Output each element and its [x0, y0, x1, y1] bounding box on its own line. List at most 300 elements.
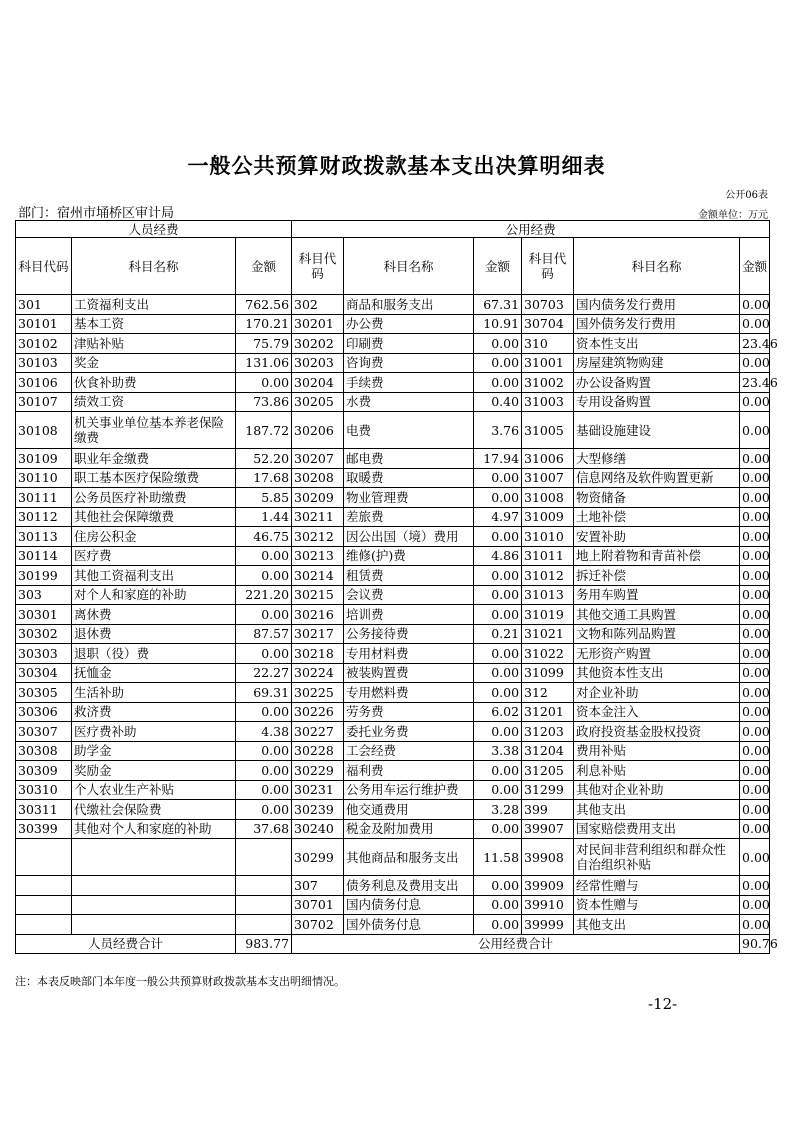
name-cell: 水费: [344, 392, 474, 412]
code-cell: 30311: [16, 800, 72, 820]
name-cell: 国外债务发行费用: [574, 314, 740, 334]
name-cell: 邮电费: [344, 449, 474, 469]
name-cell: 办公费: [344, 314, 474, 334]
code-cell: 30228: [292, 741, 344, 761]
code-cell: 31203: [522, 722, 574, 742]
name-cell: 津贴补贴: [72, 334, 236, 354]
name-cell: 物资储备: [574, 488, 740, 508]
amount-cell: 22.27: [236, 663, 292, 683]
name-cell: 伙食补助费: [72, 373, 236, 393]
amount-cell: 0.00: [740, 488, 770, 508]
code-cell: 30102: [16, 334, 72, 354]
name-cell: 培训费: [344, 605, 474, 625]
table-row: [16, 546, 770, 566]
amount-cell: 187.72: [236, 412, 292, 449]
code-cell: 31006: [522, 449, 574, 469]
name-cell: 代缴社会保险费: [72, 800, 236, 820]
code-header: 科目代码: [292, 238, 344, 295]
code-cell: 30107: [16, 392, 72, 412]
amount-cell: 762.56: [236, 295, 292, 315]
code-cell: 30110: [16, 468, 72, 488]
amount-cell: [236, 895, 292, 915]
name-cell: 资本性赠与: [574, 895, 740, 915]
name-cell: 印刷费: [344, 334, 474, 354]
name-cell: 其他支出: [574, 915, 740, 935]
name-cell: 专用材料费: [344, 644, 474, 664]
name-cell: 物业管理费: [344, 488, 474, 508]
amount-cell: 0.00: [474, 780, 522, 800]
name-cell: 其他工资福利支出: [72, 566, 236, 586]
code-cell: 30216: [292, 605, 344, 625]
amount-cell: 0.00: [474, 468, 522, 488]
code-cell: [16, 895, 72, 915]
table-row: [16, 392, 770, 412]
amount-cell: 131.06: [236, 353, 292, 373]
code-cell: 30204: [292, 373, 344, 393]
table-row: [16, 507, 770, 527]
name-cell: 其他对个人和家庭的补助: [72, 819, 236, 839]
amount-cell: 0.00: [740, 295, 770, 315]
amount-cell: 0.00: [740, 605, 770, 625]
amount-cell: 0.00: [740, 915, 770, 935]
public-header: 公用经费: [292, 221, 770, 238]
name-cell: [72, 895, 236, 915]
amount-cell: 0.00: [740, 468, 770, 488]
amount-cell: 4.86: [474, 546, 522, 566]
code-cell: 31299: [522, 780, 574, 800]
amount-cell: 0.00: [474, 334, 522, 354]
amount-cell: 0.00: [474, 566, 522, 586]
name-cell: 取暖费: [344, 468, 474, 488]
code-cell: 39999: [522, 915, 574, 935]
code-cell: 30303: [16, 644, 72, 664]
amount-cell: 0.00: [740, 392, 770, 412]
amount-cell: 0.00: [236, 741, 292, 761]
footnote: 注：本表反映部门本年度一般公共预算财政拨款基本支出明细情况。: [15, 975, 345, 988]
amount-cell: 0.00: [740, 800, 770, 820]
code-cell: 30226: [292, 702, 344, 722]
code-cell: 31008: [522, 488, 574, 508]
personnel-total-value: 983.77: [236, 934, 292, 953]
table-row: [16, 663, 770, 683]
code-cell: 31007: [522, 468, 574, 488]
amount-header: 金额: [740, 238, 770, 295]
name-cell: 国内债务发行费用: [574, 295, 740, 315]
name-cell: 维修(护)费: [344, 546, 474, 566]
code-cell: 30701: [292, 895, 344, 915]
code-cell: 30308: [16, 741, 72, 761]
amount-cell: 0.00: [474, 683, 522, 703]
amount-cell: 0.00: [474, 819, 522, 839]
name-cell: 专用设备购置: [574, 392, 740, 412]
name-cell: 助学金: [72, 741, 236, 761]
code-cell: 30224: [292, 663, 344, 683]
name-cell: 其他交通工具购置: [574, 605, 740, 625]
table-row: [16, 468, 770, 488]
name-cell: 医疗费补助: [72, 722, 236, 742]
name-cell: 咨询费: [344, 353, 474, 373]
code-cell: 30215: [292, 585, 344, 605]
name-cell: 税金及附加费用: [344, 819, 474, 839]
amount-cell: 0.00: [474, 895, 522, 915]
amount-cell: 0.00: [236, 373, 292, 393]
amount-cell: 3.38: [474, 741, 522, 761]
code-cell: 30305: [16, 683, 72, 703]
amount-cell: 10.91: [474, 314, 522, 334]
name-cell: 商品和服务支出: [344, 295, 474, 315]
code-cell: 31201: [522, 702, 574, 722]
code-cell: 30106: [16, 373, 72, 393]
table-row: [16, 683, 770, 703]
amount-cell: 37.68: [236, 819, 292, 839]
amount-cell: 0.00: [740, 449, 770, 469]
code-cell: 30307: [16, 722, 72, 742]
code-cell: 31205: [522, 761, 574, 781]
table-row: [16, 644, 770, 664]
table-row: [16, 566, 770, 586]
code-cell: 310: [522, 334, 574, 354]
amount-cell: 0.40: [474, 392, 522, 412]
name-cell: 债务利息及费用支出: [344, 876, 474, 896]
code-cell: 31009: [522, 507, 574, 527]
code-cell: 30211: [292, 507, 344, 527]
code-cell: 39908: [522, 839, 574, 876]
amount-cell: 0.00: [236, 800, 292, 820]
name-cell: [72, 876, 236, 896]
amount-cell: 0.00: [740, 741, 770, 761]
code-cell: 30111: [16, 488, 72, 508]
name-cell: 费用补贴: [574, 741, 740, 761]
amount-cell: 0.00: [740, 546, 770, 566]
code-cell: 30703: [522, 295, 574, 315]
code-cell: 31001: [522, 353, 574, 373]
code-cell: 30113: [16, 527, 72, 547]
name-cell: 对企业补助: [574, 683, 740, 703]
name-cell: 拆迁补偿: [574, 566, 740, 586]
code-cell: 31003: [522, 392, 574, 412]
code-cell: 30212: [292, 527, 344, 547]
name-header: 科目名称: [574, 238, 740, 295]
amount-cell: 73.86: [236, 392, 292, 412]
name-cell: 大型修缮: [574, 449, 740, 469]
name-cell: 其他资本性支出: [574, 663, 740, 683]
code-cell: 307: [292, 876, 344, 896]
table-row: [16, 722, 770, 742]
code-cell: 301: [16, 295, 72, 315]
amount-cell: 87.57: [236, 624, 292, 644]
amount-cell: 0.00: [740, 353, 770, 373]
name-cell: 其他支出: [574, 800, 740, 820]
amount-cell: 0.00: [740, 761, 770, 781]
name-cell: 信息网络及软件购置更新: [574, 468, 740, 488]
code-cell: 30199: [16, 566, 72, 586]
code-cell: 30702: [292, 915, 344, 935]
amount-cell: 52.20: [236, 449, 292, 469]
code-cell: 30209: [292, 488, 344, 508]
amount-cell: 0.00: [740, 683, 770, 703]
code-cell: 30205: [292, 392, 344, 412]
department-label: 部门：宿州市埇桥区审计局: [18, 206, 175, 221]
code-cell: 31204: [522, 741, 574, 761]
name-cell: 因公出国（境）费用: [344, 527, 474, 547]
amount-cell: 0.00: [474, 527, 522, 547]
name-cell: 地上附着物和青苗补偿: [574, 546, 740, 566]
code-cell: 30240: [292, 819, 344, 839]
code-cell: 31021: [522, 624, 574, 644]
name-cell: 会议费: [344, 585, 474, 605]
name-cell: [72, 839, 236, 876]
amount-cell: 0.00: [740, 314, 770, 334]
code-cell: 30112: [16, 507, 72, 527]
amount-cell: 0.00: [474, 373, 522, 393]
amount-cell: 0.00: [740, 895, 770, 915]
code-cell: 302: [292, 295, 344, 315]
header-row-columns: [16, 238, 770, 295]
table-row: [16, 334, 770, 354]
amount-cell: [236, 915, 292, 935]
amount-cell: 17.94: [474, 449, 522, 469]
name-header: 科目名称: [72, 238, 236, 295]
name-cell: 国外债务付息: [344, 915, 474, 935]
amount-cell: 46.75: [236, 527, 292, 547]
name-cell: 住房公积金: [72, 527, 236, 547]
amount-cell: 0.00: [740, 527, 770, 547]
name-cell: 差旅费: [344, 507, 474, 527]
code-cell: 30217: [292, 624, 344, 644]
amount-cell: 0.00: [740, 839, 770, 876]
amount-cell: 0.00: [236, 644, 292, 664]
table-row: [16, 353, 770, 373]
amount-cell: 0.00: [740, 819, 770, 839]
amount-cell: 0.00: [236, 780, 292, 800]
amount-cell: 23.46: [740, 373, 770, 393]
name-cell: 利息补贴: [574, 761, 740, 781]
amount-cell: [236, 876, 292, 896]
code-cell: 39910: [522, 895, 574, 915]
table-row: [16, 839, 770, 876]
name-cell: 政府投资基金股权投资: [574, 722, 740, 742]
amount-cell: 4.38: [236, 722, 292, 742]
code-cell: 30299: [292, 839, 344, 876]
name-cell: 公务用车运行维护费: [344, 780, 474, 800]
amount-cell: 1.44: [236, 507, 292, 527]
amount-cell: 0.00: [740, 663, 770, 683]
code-cell: 30225: [292, 683, 344, 703]
amount-cell: 0.00: [474, 876, 522, 896]
code-cell: [16, 839, 72, 876]
amount-cell: 0.00: [474, 761, 522, 781]
code-cell: 30201: [292, 314, 344, 334]
amount-cell: 0.00: [236, 546, 292, 566]
code-cell: 31010: [522, 527, 574, 547]
page-number: -12-: [648, 995, 678, 1013]
amount-cell: 0.00: [740, 876, 770, 896]
public-total-value: 90.76: [740, 934, 770, 953]
code-cell: 39907: [522, 819, 574, 839]
amount-cell: 67.31: [474, 295, 522, 315]
name-cell: 房屋建筑物购建: [574, 353, 740, 373]
name-cell: 他交通费用: [344, 800, 474, 820]
code-cell: 30304: [16, 663, 72, 683]
table-row: [16, 605, 770, 625]
name-cell: 职工基本医疗保险缴费: [72, 468, 236, 488]
name-cell: 生活补助: [72, 683, 236, 703]
code-cell: 30108: [16, 412, 72, 449]
name-cell: 绩效工资: [72, 392, 236, 412]
amount-cell: 0.00: [474, 663, 522, 683]
code-cell: 30101: [16, 314, 72, 334]
name-cell: 文物和陈列品购置: [574, 624, 740, 644]
amount-cell: 3.28: [474, 800, 522, 820]
amount-cell: 0.00: [740, 722, 770, 742]
code-cell: 30310: [16, 780, 72, 800]
public-total-label: 公用经费合计: [292, 934, 740, 953]
amount-cell: 0.00: [236, 702, 292, 722]
personnel-total-label: 人员经费合计: [16, 934, 236, 953]
amount-header: 金额: [474, 238, 522, 295]
amount-cell: 0.00: [474, 644, 522, 664]
name-cell: 离休费: [72, 605, 236, 625]
table-row: [16, 488, 770, 508]
amount-cell: 0.21: [474, 624, 522, 644]
name-cell: 国家赔偿费用支出: [574, 819, 740, 839]
amount-header: 金额: [236, 238, 292, 295]
table-body: [16, 221, 778, 954]
name-cell: 其他对企业补助: [574, 780, 740, 800]
name-cell: 公务员医疗补助缴费: [72, 488, 236, 508]
code-cell: 30109: [16, 449, 72, 469]
code-cell: 30229: [292, 761, 344, 781]
name-cell: 资本性支出: [574, 334, 740, 354]
amount-cell: 0.00: [236, 761, 292, 781]
code-cell: 30704: [522, 314, 574, 334]
amount-cell: 221.20: [236, 585, 292, 605]
name-cell: 抚恤金: [72, 663, 236, 683]
name-cell: 其他社会保障缴费: [72, 507, 236, 527]
code-header: 科目代码: [16, 238, 72, 295]
table-row: [16, 780, 770, 800]
table-row: [16, 702, 770, 722]
name-cell: 对个人和家庭的补助: [72, 585, 236, 605]
header-row-groups: [16, 221, 770, 238]
code-cell: 31013: [522, 585, 574, 605]
name-cell: 对民间非营利组织和群众性自治组织补贴: [574, 839, 740, 876]
code-cell: 30213: [292, 546, 344, 566]
amount-cell: 0.00: [740, 412, 770, 449]
amount-cell: 0.00: [740, 780, 770, 800]
name-cell: 专用燃料费: [344, 683, 474, 703]
name-header: 科目名称: [344, 238, 474, 295]
name-cell: 无形资产购置: [574, 644, 740, 664]
name-cell: 退休费: [72, 624, 236, 644]
amount-cell: 6.02: [474, 702, 522, 722]
code-cell: [16, 915, 72, 935]
table-row: [16, 412, 770, 449]
amount-cell: [236, 839, 292, 876]
name-cell: 职业年金缴费: [72, 449, 236, 469]
amount-cell: 0.00: [474, 915, 522, 935]
name-cell: 委托业务费: [344, 722, 474, 742]
amount-cell: 75.79: [236, 334, 292, 354]
expenditure-table: [15, 220, 778, 954]
name-cell: 基础设施建设: [574, 412, 740, 449]
amount-cell: 3.76: [474, 412, 522, 449]
code-cell: [16, 876, 72, 896]
page-title: 一般公共预算财政拨款基本支出决算明细表: [187, 153, 606, 178]
code-cell: 31022: [522, 644, 574, 664]
table-row: [16, 624, 770, 644]
totals-row: [16, 934, 770, 953]
code-cell: 30309: [16, 761, 72, 781]
table-row: [16, 876, 770, 896]
code-header: 科目代码: [522, 238, 574, 295]
amount-cell: 11.58: [474, 839, 522, 876]
amount-cell: 170.21: [236, 314, 292, 334]
amount-cell: 0.00: [474, 585, 522, 605]
name-cell: 经常性赠与: [574, 876, 740, 896]
amount-cell: 5.85: [236, 488, 292, 508]
code-cell: 399: [522, 800, 574, 820]
name-cell: 务用车购置: [574, 585, 740, 605]
code-cell: 30306: [16, 702, 72, 722]
name-cell: [72, 915, 236, 935]
code-cell: 30114: [16, 546, 72, 566]
name-cell: 资本金注入: [574, 702, 740, 722]
name-cell: 电费: [344, 412, 474, 449]
amount-cell: 0.00: [740, 702, 770, 722]
code-cell: 39909: [522, 876, 574, 896]
code-cell: 312: [522, 683, 574, 703]
code-cell: 31019: [522, 605, 574, 625]
table-row: [16, 449, 770, 469]
code-cell: 30218: [292, 644, 344, 664]
code-cell: 30301: [16, 605, 72, 625]
name-cell: 安置补助: [574, 527, 740, 547]
table-row: [16, 761, 770, 781]
code-cell: 30207: [292, 449, 344, 469]
name-cell: 租赁费: [344, 566, 474, 586]
table-row: [16, 314, 770, 334]
name-cell: 机关事业单位基本养老保险缴费: [72, 412, 236, 449]
name-cell: 国内债务付息: [344, 895, 474, 915]
amount-cell: 0.00: [474, 353, 522, 373]
name-cell: 手续费: [344, 373, 474, 393]
name-cell: 公务接待费: [344, 624, 474, 644]
amount-cell: 0.00: [474, 488, 522, 508]
name-cell: 福利费: [344, 761, 474, 781]
code-cell: 30103: [16, 353, 72, 373]
name-cell: 救济费: [72, 702, 236, 722]
code-cell: 30202: [292, 334, 344, 354]
table-row: [16, 741, 770, 761]
name-cell: 劳务费: [344, 702, 474, 722]
name-cell: 退职（役）费: [72, 644, 236, 664]
table-row: [16, 819, 770, 839]
amount-cell: 0.00: [236, 566, 292, 586]
name-cell: 奖励金: [72, 761, 236, 781]
name-cell: 其他商品和服务支出: [344, 839, 474, 876]
code-cell: 30227: [292, 722, 344, 742]
amount-cell: 0.00: [474, 605, 522, 625]
name-cell: 奖金: [72, 353, 236, 373]
amount-cell: 0.00: [474, 722, 522, 742]
name-cell: 被装购置费: [344, 663, 474, 683]
code-cell: 30214: [292, 566, 344, 586]
code-cell: 303: [16, 585, 72, 605]
amount-cell: 0.00: [236, 605, 292, 625]
code-cell: 31002: [522, 373, 574, 393]
code-cell: 31005: [522, 412, 574, 449]
